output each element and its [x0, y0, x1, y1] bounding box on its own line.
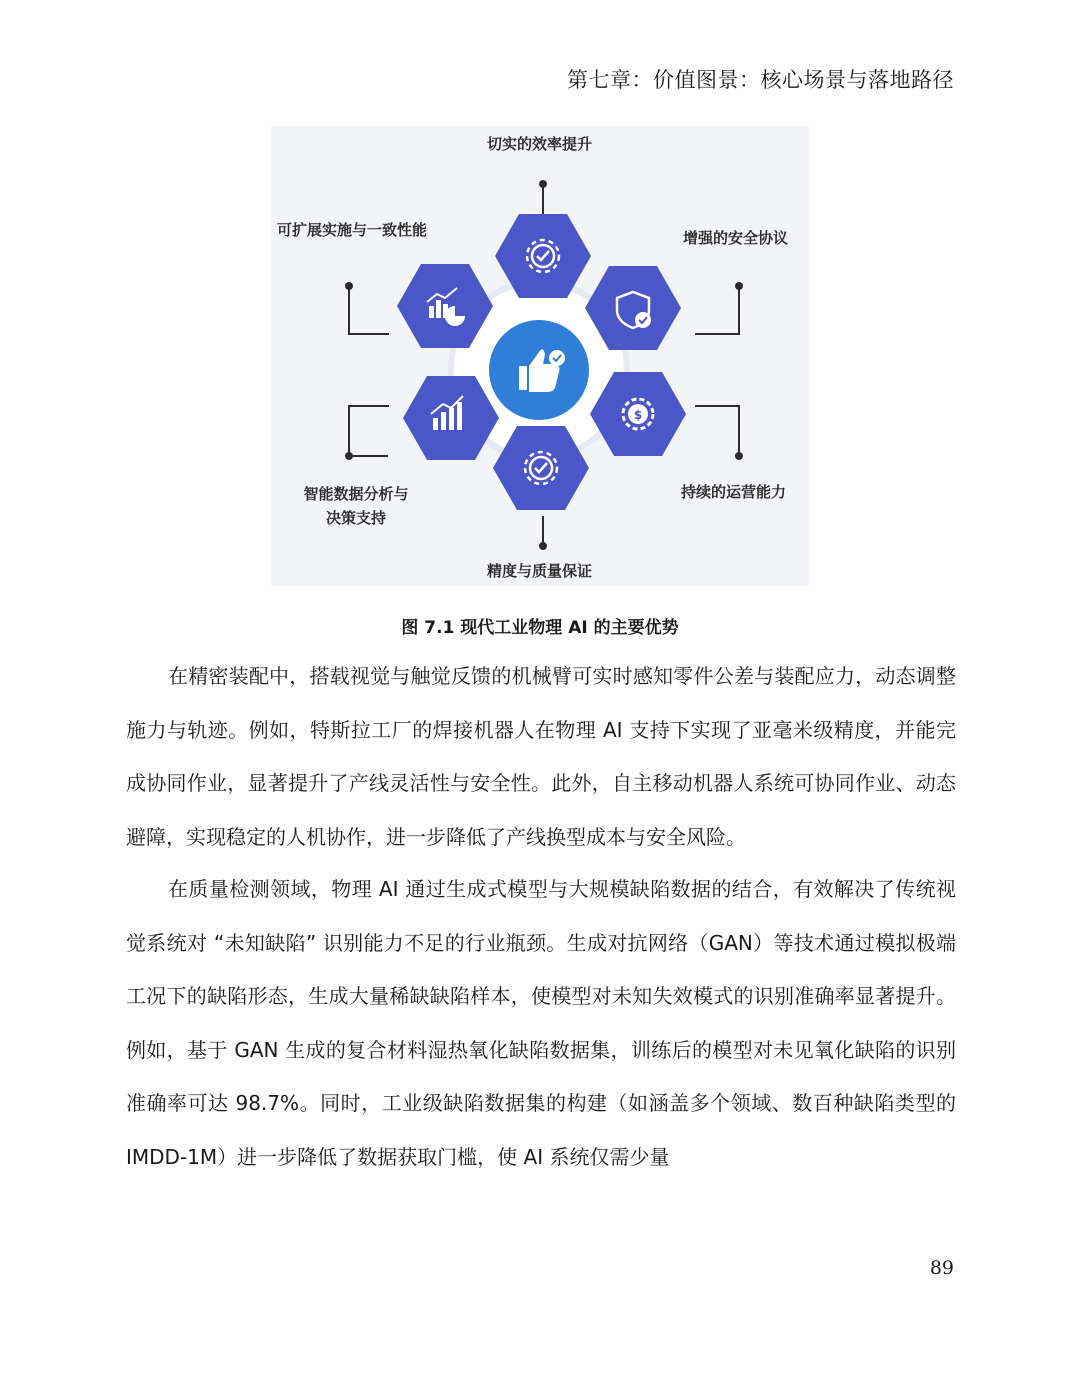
figure-caption: 图 7.1 现代工业物理 AI 的主要优势	[401, 618, 679, 638]
label-efficiency: 切实的效率提升	[487, 135, 593, 153]
label-precision: 精度与质量保证	[487, 562, 593, 580]
paragraph-2: 在质量检测领域，物理 AI 通过生成式模型与大规模缺陷数据的结合，有效解决了传统视觉系统对 “未知缺陷” 识别能力不足的行业瓶颈。生成对抗网络（GAN）等技术通过模拟极端工况下的缺陷形态，生成大量稀缺缺陷样本，使模型对未知失效模式的识别准确率显著提升。例如，基于 GAN 生成的复合材料湿热氧化缺陷数据集，训练后的模型对未见氧化缺陷的识别准确率可达 98.7%。同时，工业级缺陷数据集的构建（如涵盖多个领域、数百种缺陷类型的 IMDD-1M）进一步降低了数据获取门槛，使 AI 系统仅需少量	[126, 877, 956, 1169]
label-data-analysis-line1: 智能数据分析与	[303, 485, 409, 503]
connector-dot-top-right	[735, 282, 743, 290]
label-safety: 增强的安全协议	[683, 229, 789, 247]
connector-bottom-left	[349, 406, 389, 456]
label-operations: 持续的运营能力	[681, 483, 787, 501]
connector-top-right	[695, 286, 739, 334]
label-data-analysis-line2: 决策支持	[325, 509, 386, 527]
connector-top-left	[349, 286, 389, 334]
connector-dot-top-left	[345, 282, 353, 290]
advantages-figure	[271, 126, 809, 586]
label-data-analysis	[291, 482, 421, 530]
chapter-header: 第七章：价值图景：核心场景与落地路径	[567, 68, 954, 92]
svg-text:$: $	[633, 408, 643, 422]
connector-dot-bottom-right	[735, 452, 743, 460]
connector-bottom-right	[695, 406, 739, 456]
label-scalability: 可扩展实施与一致性能	[277, 221, 428, 239]
page-number: 89	[929, 1257, 954, 1279]
connector-dot-top	[539, 180, 547, 188]
paragraph-1: 在精密装配中，搭载视觉与触觉反馈的机械臂可实时感知零件公差与装配应力，动态调整施力与轨迹。例如，特斯拉工厂的焊接机器人在物理 AI 支持下实现了亚毫米级精度，并能完成协同作业，显著提升了产线灵活性与安全性。此外，自主移动机器人系统可协同作业、动态避障，实现稳定的人机协作，进一步降低了产线换型成本与安全风险。	[126, 664, 956, 849]
connector-dot-bottom	[539, 542, 547, 550]
connector-dot-bottom-left	[345, 452, 353, 460]
